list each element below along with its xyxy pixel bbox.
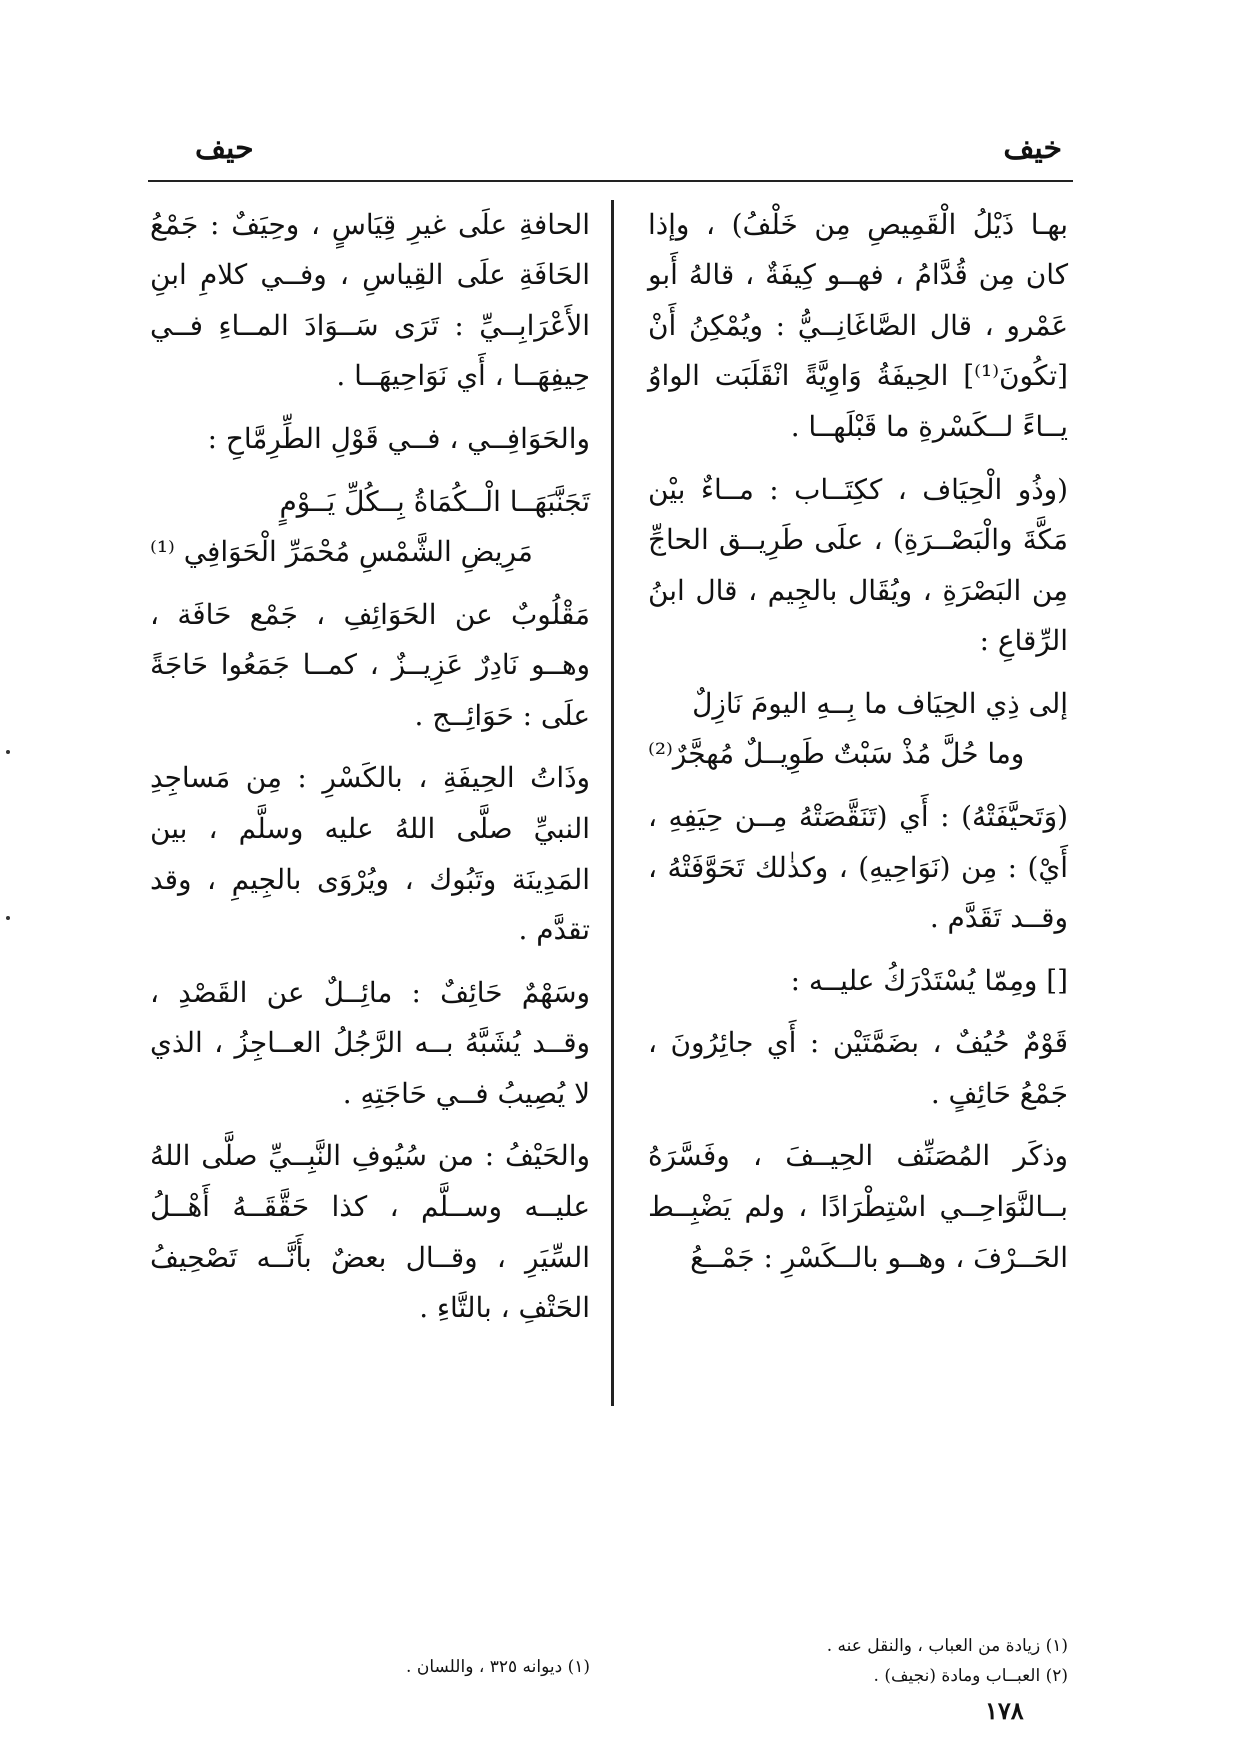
footnote: (١) ديوانه ٣٢٥ ، واللسان . (406, 1657, 590, 1678)
left-column (150, 200, 590, 1346)
right-column (648, 200, 1068, 1296)
entry-paragraph: وذَاتُ الحِيفَةِ ، بالكَسْرِ : مِن مَساجِدِ النبيِّ صلَّى اللهُ عليه وسلَّم ، بين المَدِينَة وتَبُوك ، ويُرْوَى بالجِيمِ ، وقد تقدَّم . (150, 761, 590, 947)
entry-paragraph: وذكَر المُصَنِّف الحِيــفَ ، وفَسَّرَهُ بــالنَّوَاحِــي اسْتِطْرَادًا ، ولم يَضْبِــط الحَــرْفَ ، وهــو بالــكَسْرِ : جَمْــعُ (648, 1139, 1068, 1274)
entry-paragraph: [] ومِمّا يُسْتَدْرَكُ عليــه : (790, 963, 1068, 997)
footnote: (١) زيادة من العباب ، والنقل عنه . (826, 1635, 1068, 1656)
entry-paragraph: (وَتَحيَّفَتْهُ) : أَي (تَنَقَّصَتْهُ مِــن حِيَفِهِ ، أَيْ) : مِن (نَوَاحِيهِ) ، وكذٰلك تَحَوَّفَتْهُ ، وقــد تَقَدَّم . (648, 799, 1068, 935)
column-divider (611, 200, 614, 1407)
entry-paragraph: بهـا ذَيْلُ الْقَمِيصِ مِن خَلْفُ) ، وإذا كان مِن قُدَّامُ ، فهــو كِيفَةٌ ، قالهُ أَبو عَمْرو ، قال الصَّاغَانِــيُّ : ويُمْكِنُ أَنْ [تكُونَ⁽¹⁾] الحِيفَةُ وَاوِيَّةً انْقَلَبَت الواوُ يــاءً لــكَسْرةِ ما قَبْلَهــا . (648, 207, 1068, 443)
header-rule (148, 180, 1073, 182)
scan-speck (6, 916, 10, 920)
running-header-right: خيف (1003, 131, 1062, 167)
footnote: (٢) العبــاب ومادة (نجيف) . (873, 1665, 1068, 1686)
verse-intro: والحَوَافِــي ، فــي قَوْلِ الطِّرِمَّاحِ : (207, 421, 590, 455)
verse-second-hemistich: مَرِيضِ الشَّمْسِ مُحْمَرِّ الْحَوَافِي ⁽¹⁾ (150, 535, 533, 569)
poetry-verse (150, 477, 590, 578)
verse-first-hemistich: تَجَنَّبَهَــا الْــكُمَاةُ بِــكُلِّ يَــوْمٍ (279, 484, 590, 518)
page-number: ١٧٨ (985, 1696, 1024, 1726)
entry-paragraph: والحَيْفُ : من سُيُوفِ النَّبِــيِّ صلَّى اللهُ عليــه وســلَّم ، كذا حَقَّقَــهُ أَهْــلُ السِّيَرِ ، وقــال بعضٌ بأَنَّــه تَصْحِيفُ الحَتْفِ ، بالتَّاءِ . (150, 1139, 590, 1325)
running-header-left: حيف (195, 131, 254, 167)
entry-paragraph: (وذُو الْحِيَاف ، ككِتَــاب : مــاءٌ بيْن مَكَّةَ والْبَصْــرَةِ) ، علَى طَرِيــق الحاجِّ مِن البَصْرَةِ ، ويُقَال بالجِيم ، قال ابنُ الرِّقاعِ : (648, 472, 1068, 658)
entry-paragraph: وسَهْمٌ حَائِفٌ : مائِــلٌ عن القَصْدِ ، وقــد يُشَبَّهُ بــه الرَّجُلُ العــاجِزُ ، الذي لا يُصِيبُ فــي حَاجَتِهِ . (150, 975, 590, 1110)
verse-first-hemistich: إلى ذِي الحِيَاف ما بِــهِ اليومَ نَازِلٌ (692, 686, 1068, 720)
footnotes-right (648, 1631, 1068, 1691)
verse-second-hemistich: وما حُلَّ مُذْ سَبْتٌ طَوِيــلٌ مُهجَّرٌ⁽²⁾ (648, 737, 1025, 771)
poetry-verse (648, 679, 1068, 780)
entry-paragraph: قَوْمٌ حُيُفٌ ، بضَمَّتَيْن : أَي جائِرُونَ ، جَمْعُ حَائِفٍ . (648, 1026, 1068, 1110)
scan-speck (6, 750, 10, 754)
entry-paragraph: مَقْلُوبٌ عن الحَوَائِفِ ، جَمْع حَافَة ، وهــو نَادِرٌ عَزِيــزٌ ، كمــا جَمَعُوا حَاجَةً علَى : حَوَائِــج . (150, 597, 590, 732)
footnotes-left (150, 1652, 590, 1682)
entry-paragraph: الحافةِ علَى غيرِ قِيَاسٍ ، وحِيَفٌ : جَمْعُ الحَافَةِ علَى القِياسِ ، وفــي كلامِ ابنِ الأَعْرَابِــيِّ : تَرَى سَــوَادَ المــاءِ فــي حِيفِهَــا ، أَي نَوَاحِيهَــا . (150, 207, 590, 393)
